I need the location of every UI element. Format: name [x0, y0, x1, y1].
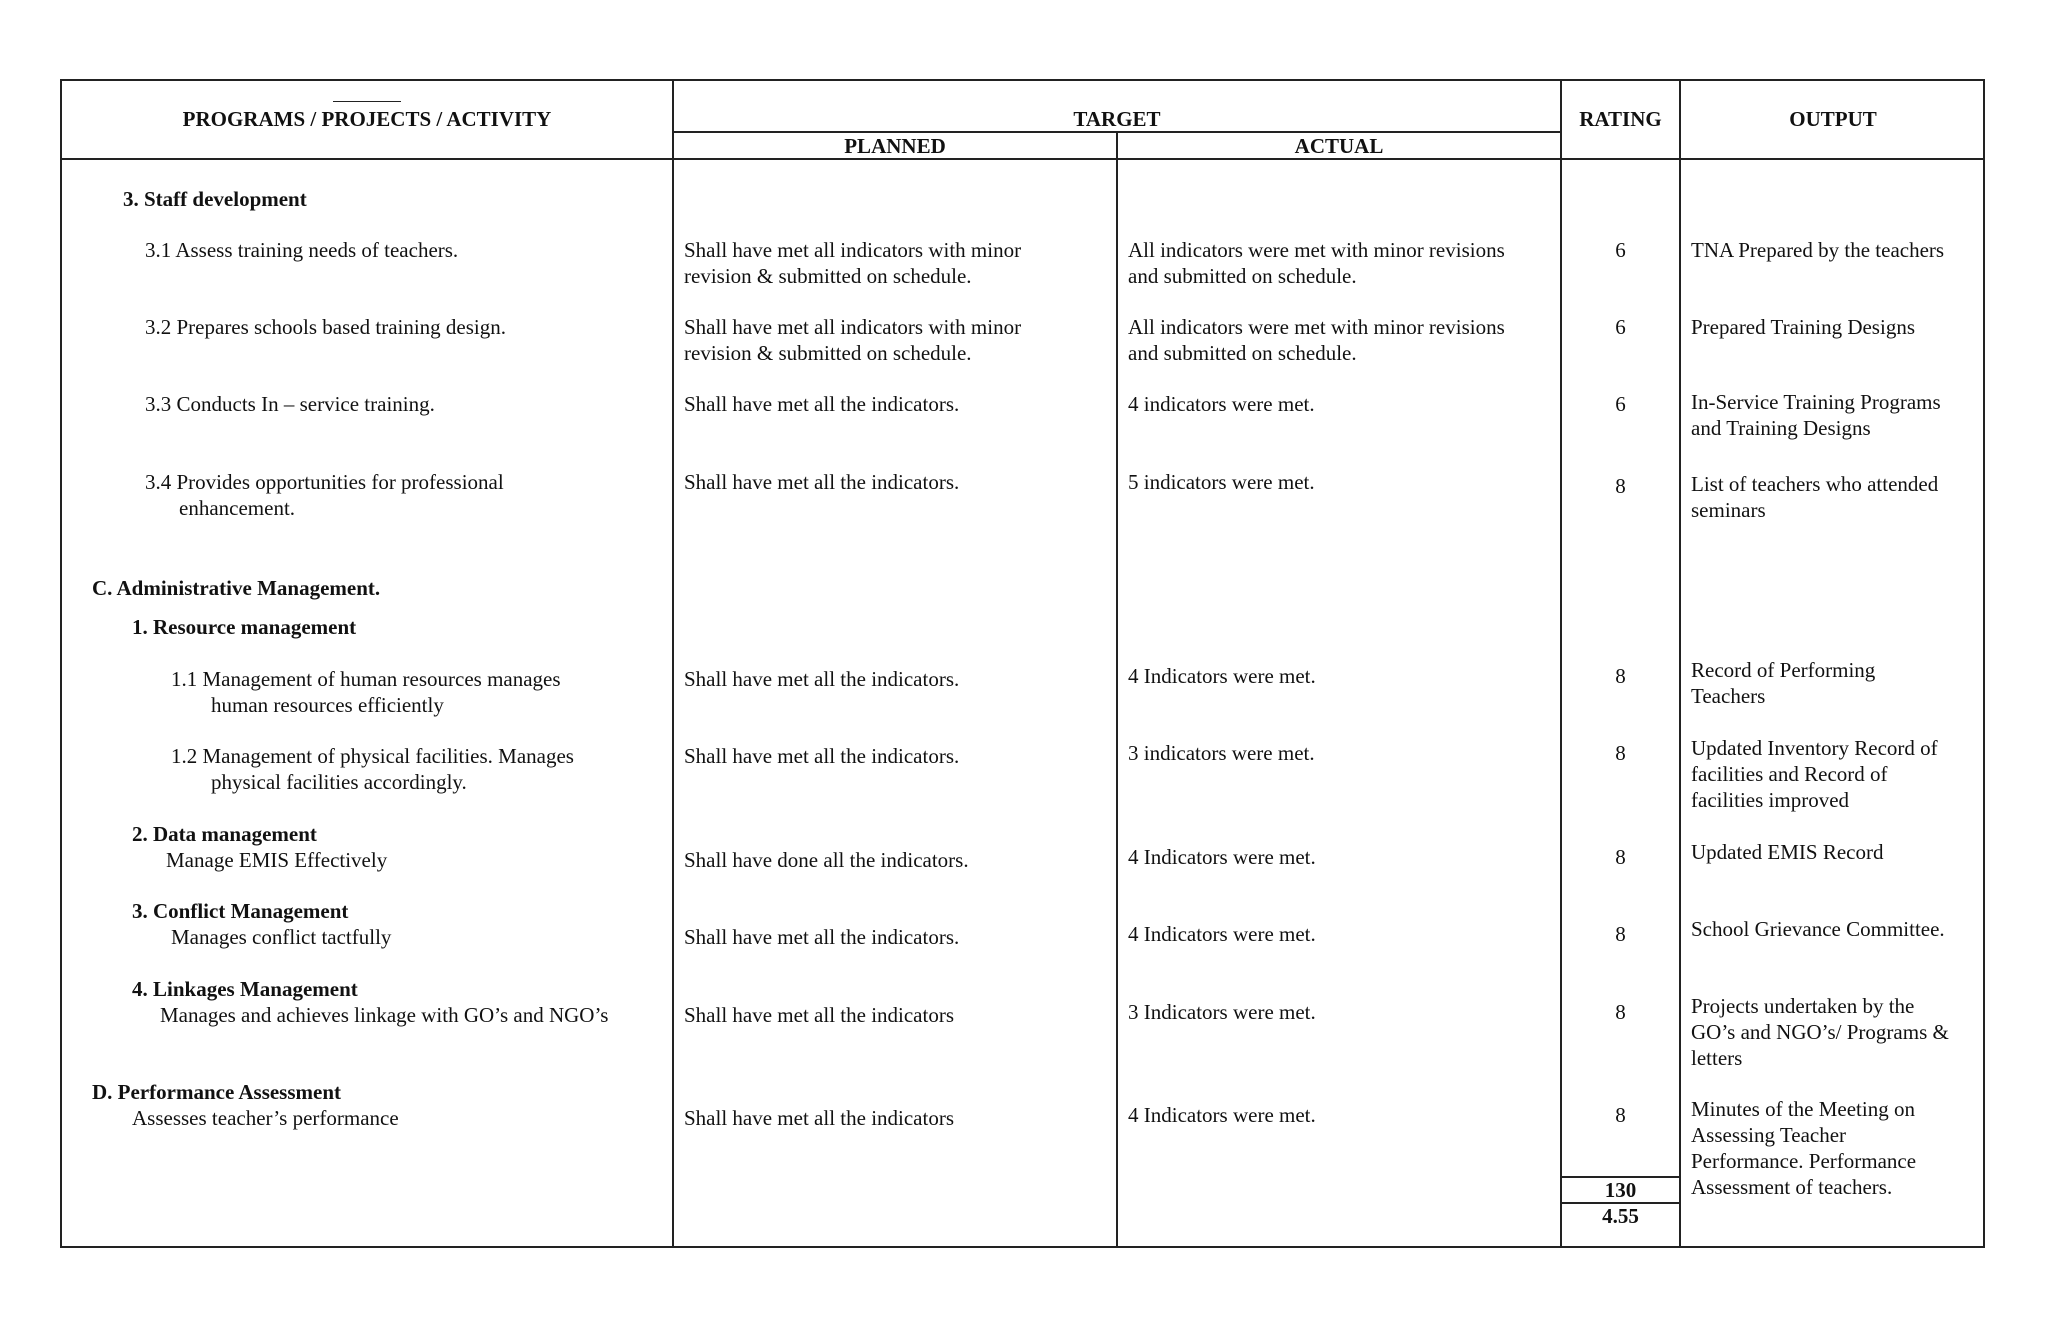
planned-1-1-line1: Shall have met all the indicators.: [684, 667, 960, 691]
rating-average: 4.55: [1602, 1204, 1639, 1228]
section-conflict-management: 3. Conflict Management: [132, 899, 349, 923]
activity-3-3: 3.3 Conducts In – service training.: [145, 392, 435, 416]
output-3-4-line1: List of teachers who attended: [1691, 472, 1939, 496]
rating-3-1: 6: [1615, 238, 1626, 262]
rating-3-3: 6: [1615, 392, 1626, 416]
header-output: OUTPUT: [1789, 107, 1877, 131]
activity-d: Assesses teacher’s performance: [132, 1106, 399, 1130]
actual-4-line1: 3 Indicators were met.: [1128, 1000, 1316, 1024]
activity-1-2-line1: 1.2 Management of physical facilities. Manages: [171, 744, 574, 768]
section-linkages-management: 4. Linkages Management: [132, 977, 358, 1001]
rating-3-4: 8: [1615, 474, 1626, 498]
output-4-line3: letters: [1691, 1046, 1743, 1070]
actual-3-1-line1: All indicators were met with minor revisions: [1128, 238, 1505, 262]
actual-3-line1: 4 Indicators were met.: [1128, 922, 1316, 946]
actual-1-1-line1: 4 Indicators were met.: [1128, 664, 1316, 688]
output-3-4-line2: seminars: [1691, 498, 1766, 522]
col-divider-4: [1679, 79, 1681, 1248]
output-4-line1: Projects undertaken by the: [1691, 994, 1915, 1018]
planned-3-3-line1: Shall have met all the indicators.: [684, 392, 960, 416]
header-rating: RATING: [1579, 107, 1662, 131]
col-divider-2: [1116, 132, 1118, 1248]
output-3-2-line1: Prepared Training Designs: [1691, 315, 1915, 339]
planned-2-line1: Shall have done all the indicators.: [684, 848, 969, 872]
actual-d-line1: 4 Indicators were met.: [1128, 1103, 1316, 1127]
planned-d-line1: Shall have met all the indicators: [684, 1106, 955, 1130]
output-d-line4: Assessment of teachers.: [1691, 1175, 1893, 1199]
section-staff-development: 3. Staff development: [123, 187, 307, 211]
activity-2: Manage EMIS Effectively: [166, 848, 388, 872]
activity-3-2: 3.2 Prepares schools based training design.: [145, 315, 507, 339]
output-1-1-line1: Record of Performing: [1691, 658, 1876, 682]
output-1-1-line2: Teachers: [1691, 684, 1766, 708]
section-administrative-management: C. Administrative Management.: [92, 576, 381, 600]
actual-3-1-line2: and submitted on schedule.: [1128, 264, 1357, 288]
planned-3-1-line1: Shall have met all indicators with minor: [684, 238, 1022, 262]
header-target: TARGET: [1073, 107, 1161, 131]
planned-3-line1: Shall have met all the indicators.: [684, 925, 960, 949]
actual-3-4-line1: 5 indicators were met.: [1128, 470, 1315, 494]
header-actual: ACTUAL: [1294, 134, 1384, 158]
output-2-line1: Updated EMIS Record: [1691, 840, 1884, 864]
rating-3: 8: [1615, 922, 1626, 946]
actual-3-2-line2: and submitted on schedule.: [1128, 341, 1357, 365]
planned-1-2-line1: Shall have met all the indicators.: [684, 744, 960, 768]
actual-1-2-line1: 3 indicators were met.: [1128, 741, 1315, 765]
section-resource-management: 1. Resource management: [132, 615, 357, 639]
activity-1-1-line1: 1.1 Management of human resources manages: [171, 667, 561, 691]
rating-2: 8: [1615, 845, 1626, 869]
planned-4-line1: Shall have met all the indicators: [684, 1003, 955, 1027]
output-3-line1: School Grievance Committee.: [1691, 917, 1945, 941]
rating-d: 8: [1615, 1103, 1626, 1127]
actual-3-3-line1: 4 indicators were met.: [1128, 392, 1315, 416]
activity-3-4-line1: 3.4 Provides opportunities for professional: [145, 470, 504, 494]
planned-3-2-line1: Shall have met all indicators with minor: [684, 315, 1022, 339]
planned-3-1-line2: revision & submitted on schedule.: [684, 264, 972, 288]
output-3-3-line1: In-Service Training Programs: [1691, 390, 1941, 414]
rating-4: 8: [1615, 1000, 1626, 1024]
output-3-1-line1: TNA Prepared by the teachers: [1691, 238, 1945, 262]
activity-3-4-line2: enhancement.: [179, 496, 296, 520]
activity-4: Manages and achieves linkage with GO’s and NGO’s: [160, 1003, 609, 1027]
activity-3: Manages conflict tactfully: [171, 925, 392, 949]
section-performance-assessment: D. Performance Assessment: [92, 1080, 342, 1104]
activity-1-1-line2: human resources efficiently: [211, 693, 444, 717]
section-data-management: 2. Data management: [132, 822, 317, 846]
activity-3-1: 3.1 Assess training needs of teachers.: [145, 238, 459, 262]
rating-total: 130: [1604, 1178, 1637, 1202]
activity-1-2-line2: physical facilities accordingly.: [211, 770, 467, 794]
output-3-3-line2: and Training Designs: [1691, 416, 1871, 440]
header-planned: PLANNED: [844, 134, 946, 158]
rating-1-1: 8: [1615, 664, 1626, 688]
header-mark: [333, 101, 401, 102]
actual-2-line1: 4 Indicators were met.: [1128, 845, 1316, 869]
output-d-line2: Assessing Teacher: [1691, 1123, 1847, 1147]
output-d-line3: Performance. Performance: [1691, 1149, 1917, 1173]
output-4-line2: GO’s and NGO’s/ Programs &: [1691, 1020, 1949, 1044]
output-1-2-line2: facilities and Record of: [1691, 762, 1888, 786]
output-1-2-line1: Updated Inventory Record of: [1691, 736, 1938, 760]
header-programs: PROGRAMS / PROJECTS / ACTIVITY: [182, 107, 552, 131]
rating-1-2: 8: [1615, 741, 1626, 765]
output-d-line1: Minutes of the Meeting on: [1691, 1097, 1915, 1121]
planned-3-2-line2: revision & submitted on schedule.: [684, 341, 972, 365]
planned-3-4-line1: Shall have met all the indicators.: [684, 470, 960, 494]
rating-3-2: 6: [1615, 315, 1626, 339]
actual-3-2-line1: All indicators were met with minor revisions: [1128, 315, 1505, 339]
col-divider-1: [672, 79, 674, 1248]
output-1-2-line3: facilities improved: [1691, 788, 1850, 812]
